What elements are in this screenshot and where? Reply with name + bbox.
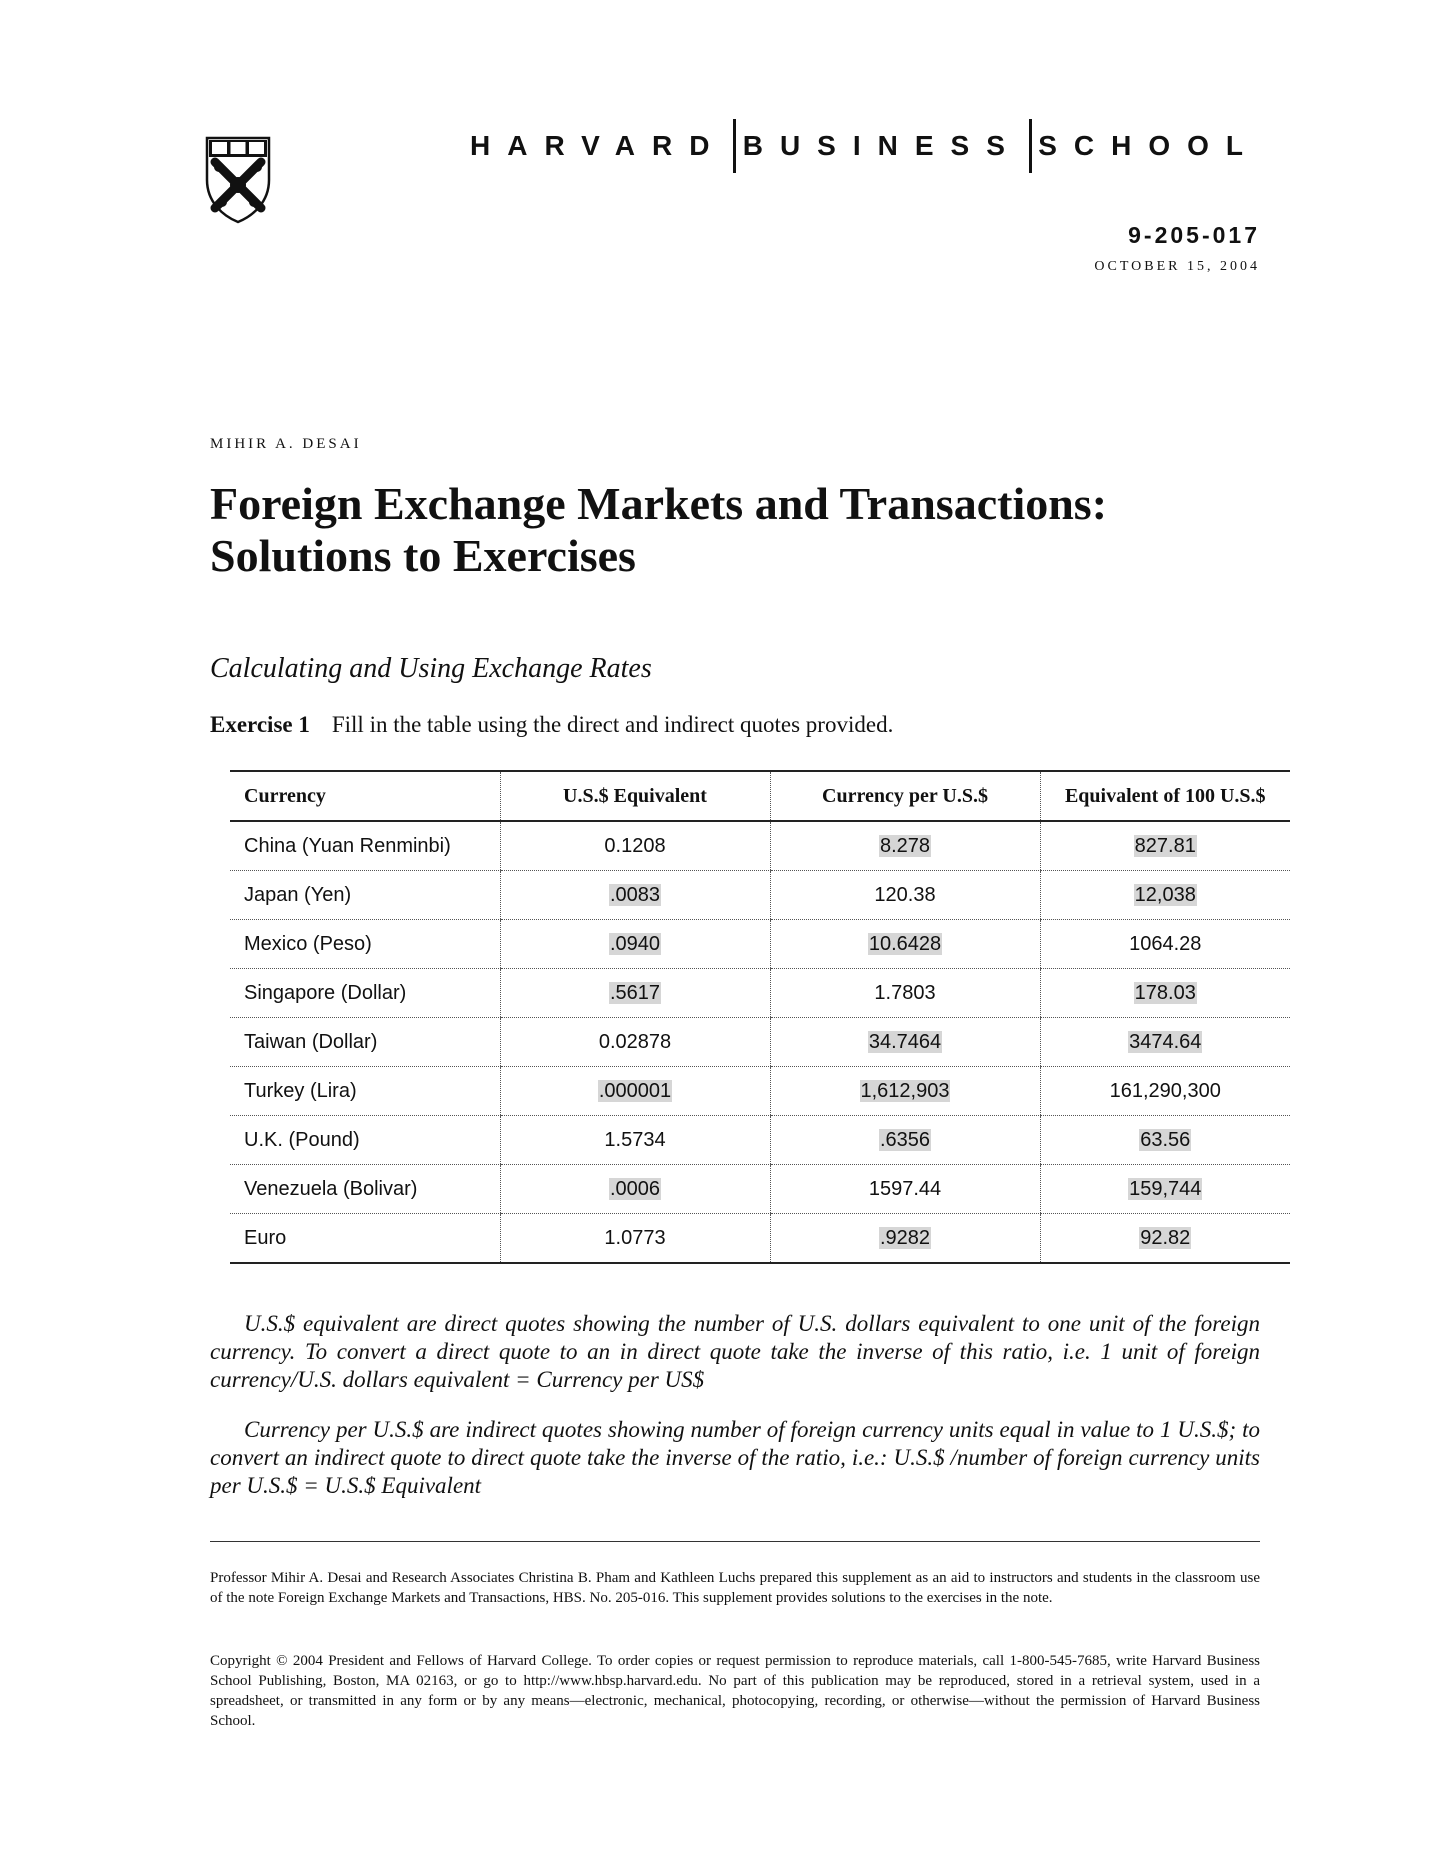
cell-currency-per-usd — [770, 1018, 1040, 1067]
cell-equivalent-100-usd — [1040, 920, 1290, 969]
wordmark-divider — [733, 119, 736, 173]
document-number: 9-205-017 — [1128, 222, 1260, 248]
footer-prepared-note: Professor Mihir A. Desai and Research Associates Christina B. Pham and Kathleen Luchs prepared this supplement as an aid to instructors and students in the classroom use of the note Foreign Exchange Markets and Transactions, HBS. No. 205-016. This supplement provides solutions to the exercises in the note. — [210, 1570, 1260, 1606]
cell-value: China (Yuan Renminbi) — [244, 834, 451, 857]
cell-usd-equivalent — [500, 1214, 770, 1264]
footer-divider — [210, 1541, 1260, 1542]
cell-currency-per-usd — [770, 821, 1040, 871]
cell-value: 120.38 — [874, 883, 936, 906]
cell-equivalent-100-usd — [1040, 1214, 1290, 1264]
cell-currency-per-usd — [770, 1067, 1040, 1116]
note-indirect-quotes — [210, 1416, 1260, 1500]
table-body — [230, 821, 1290, 1263]
cell-currency — [230, 1165, 500, 1214]
highlighted-value: 92.82 — [1140, 1226, 1191, 1249]
cell-equivalent-100-usd — [1040, 1116, 1290, 1165]
column-header-currency: Currency — [230, 771, 500, 821]
cell-usd-equivalent — [500, 1018, 770, 1067]
title-line-1: Foreign Exchange Markets and Transactions: — [210, 478, 1108, 529]
note-direct-quotes — [210, 1310, 1260, 1394]
wordmark-harvard: HARVARD — [470, 130, 727, 161]
highlighted-value: 827.81 — [1134, 834, 1196, 857]
cell-currency — [230, 920, 500, 969]
cell-equivalent-100-usd — [1040, 1018, 1290, 1067]
cell-currency-per-usd — [770, 969, 1040, 1018]
cell-value: Venezuela (Bolivar) — [244, 1177, 418, 1200]
document-title — [210, 478, 1210, 582]
table-row — [230, 1018, 1290, 1067]
cell-value: 1.0773 — [604, 1226, 666, 1249]
cell-currency — [230, 1116, 500, 1165]
wordmark-business: BUSINESS — [742, 130, 1022, 161]
harvard-shield-icon — [205, 136, 271, 224]
cell-equivalent-100-usd — [1040, 1067, 1290, 1116]
cell-currency-per-usd — [770, 1165, 1040, 1214]
cell-value: 0.02878 — [598, 1030, 672, 1053]
cell-equivalent-100-usd — [1040, 821, 1290, 871]
highlighted-value: 12,038 — [1134, 883, 1196, 906]
highlighted-value: 10.6428 — [868, 932, 942, 955]
highlighted-value: .0940 — [609, 932, 661, 955]
highlighted-value: 1,612,903 — [860, 1079, 950, 1102]
highlighted-value: .6356 — [879, 1128, 931, 1151]
highlighted-value: .0006 — [609, 1177, 661, 1200]
cell-usd-equivalent — [500, 920, 770, 969]
table-row — [230, 969, 1290, 1018]
author-name: MIHIR A. DESAI — [210, 436, 362, 452]
wordmark-school: SCHOOL — [1038, 130, 1260, 161]
cell-equivalent-100-usd — [1040, 871, 1290, 920]
highlighted-value: 63.56 — [1140, 1128, 1191, 1151]
table-row — [230, 1165, 1290, 1214]
footer-copyright: Copyright © 2004 President and Fellows of Harvard College. To order copies or request permission to reproduce materials, call 1-800-545-7685, write Harvard Business School Publishing, Boston, MA 02163, or go to http://www.hbsp.harvard.edu. No part of this publication may be reproduced, stored in a retrieval system, used in a spreadsheet, or transmitted in any form or by any means—electronic, mechanical, photocopying, recording, or otherwise—without the permission of Harvard Business School. — [210, 1653, 1260, 1729]
cell-value: 1.7803 — [874, 981, 936, 1004]
cell-value: 1.5734 — [604, 1128, 666, 1151]
highlighted-value: 159,744 — [1129, 1177, 1202, 1200]
table-row — [230, 920, 1290, 969]
highlighted-value: .5617 — [609, 981, 661, 1004]
highlighted-value: .0083 — [609, 883, 661, 906]
highlighted-value: .000001 — [598, 1079, 672, 1102]
highlighted-value: 8.278 — [879, 834, 931, 857]
cell-currency — [230, 1018, 500, 1067]
cell-usd-equivalent — [500, 1067, 770, 1116]
cell-value: Turkey (Lira) — [244, 1079, 357, 1102]
note-paragraph: U.S.$ equivalent are direct quotes showing the number of U.S. dollars equivalent to one unit of the foreign currency. To convert a direct quote to an in direct quote take the inverse of this ratio, i.e. 1 unit of foreign currency/U.S. dollars equivalent = Currency per US$ — [210, 1311, 1260, 1392]
cell-currency-per-usd — [770, 1116, 1040, 1165]
cell-currency — [230, 1214, 500, 1264]
column-header-currency-per-usd: Currency per U.S.$ — [770, 771, 1040, 821]
cell-currency — [230, 969, 500, 1018]
hbs-wordmark — [470, 118, 1260, 174]
cell-value: Japan (Yen) — [244, 883, 352, 906]
cell-currency-per-usd — [770, 871, 1040, 920]
section-heading: Calculating and Using Exchange Rates — [210, 653, 652, 684]
cell-value: U.K. (Pound) — [244, 1128, 360, 1151]
cell-value: 161,290,300 — [1109, 1079, 1221, 1102]
highlighted-value: .9282 — [879, 1226, 931, 1249]
table-row — [230, 1116, 1290, 1165]
cell-usd-equivalent — [500, 1116, 770, 1165]
exercise-text: Fill in the table using the direct and indirect quotes provided. — [331, 712, 894, 737]
cell-value: Euro — [244, 1226, 287, 1249]
cell-usd-equivalent — [500, 969, 770, 1018]
table-row — [230, 871, 1290, 920]
cell-usd-equivalent — [500, 871, 770, 920]
column-header-usd-equivalent: U.S.$ Equivalent — [500, 771, 770, 821]
highlighted-value: 34.7464 — [868, 1030, 942, 1053]
cell-value: 1597.44 — [868, 1177, 942, 1200]
cell-value: 0.1208 — [604, 834, 666, 857]
table-row — [230, 1067, 1290, 1116]
cell-value: Taiwan (Dollar) — [244, 1030, 378, 1053]
cell-usd-equivalent — [500, 1165, 770, 1214]
exchange-rate-table — [230, 770, 1290, 1264]
cell-currency-per-usd — [770, 1214, 1040, 1264]
column-header-equivalent-100-usd: Equivalent of 100 U.S.$ — [1040, 771, 1290, 821]
cell-currency — [230, 821, 500, 871]
note-paragraph: Currency per U.S.$ are indirect quotes showing number of foreign currency units equal in value to 1 U.S.$; to convert an indirect quote to direct quote take the inverse of the ratio, i.e.: U.S.$ /number of foreign currency units per U.S.$ = U.S.$ Equivalent — [210, 1417, 1260, 1498]
document-date: OCTOBER 15, 2004 — [1094, 259, 1260, 274]
highlighted-value: 178.03 — [1134, 981, 1196, 1004]
exercise-prompt — [210, 712, 893, 738]
cell-value: Mexico (Peso) — [244, 932, 372, 955]
wordmark-divider — [1029, 119, 1032, 173]
cell-equivalent-100-usd — [1040, 1165, 1290, 1214]
table-row — [230, 821, 1290, 871]
cell-equivalent-100-usd — [1040, 969, 1290, 1018]
exercise-label: Exercise 1 — [210, 712, 310, 737]
cell-value: Singapore (Dollar) — [244, 981, 407, 1004]
table-row — [230, 1214, 1290, 1264]
title-line-2: Solutions to Exercises — [210, 530, 636, 581]
cell-currency — [230, 871, 500, 920]
cell-currency — [230, 1067, 500, 1116]
table-header-row — [230, 771, 1290, 821]
highlighted-value: 3474.64 — [1129, 1030, 1202, 1053]
cell-usd-equivalent — [500, 821, 770, 871]
cell-currency-per-usd — [770, 920, 1040, 969]
cell-value: 1064.28 — [1129, 932, 1202, 955]
